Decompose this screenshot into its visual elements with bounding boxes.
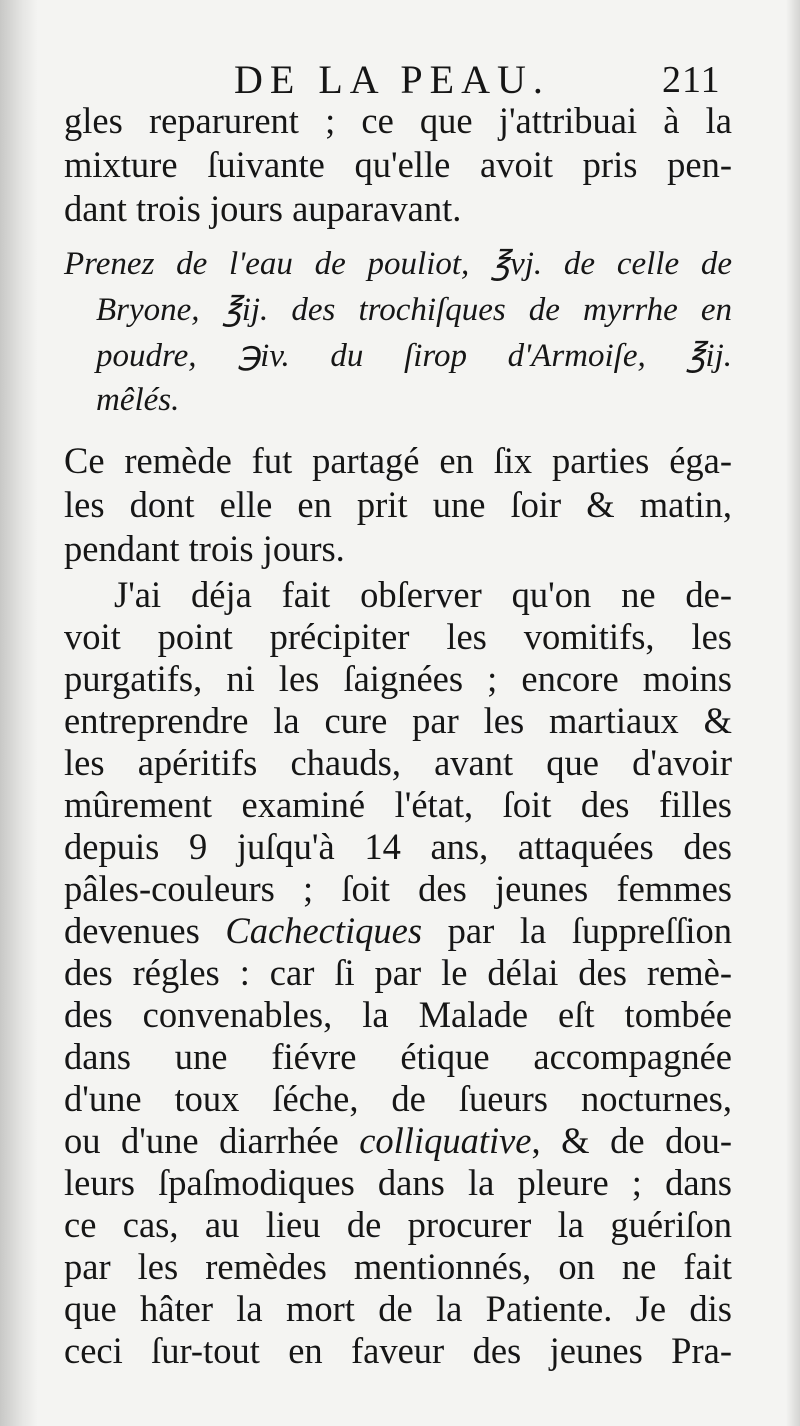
recipe-line: poudre, ℈iv. du ſirop d'Armoiſe, ℥ij.: [96, 338, 732, 374]
text-segment: , & de dou-: [531, 1120, 732, 1161]
text-segment: devenues: [64, 910, 226, 951]
text-segment: par la ſuppreſſion: [422, 910, 732, 951]
text-line: dans une fiévre étique accompagnée: [64, 1036, 732, 1077]
text-line: mixture ſuivante qu'elle avoit pris pen-: [64, 144, 732, 185]
page-number: 211: [662, 59, 721, 101]
text-line: mûrement examiné l'état, ſoit des filles: [64, 784, 732, 825]
text-line: leurs ſpaſmodiques dans la pleure ; dans: [64, 1162, 732, 1203]
text-line: dant trois jours auparavant.: [64, 188, 462, 229]
recipe-line: Bryone, ℥ij. des trochiſques de myrrhe en: [96, 292, 732, 328]
text-line: [64, 1120, 732, 1162]
text-line: des régles : car ſi par le délai des remè-: [64, 952, 732, 993]
text-line: d'une toux ſéche, de ſueurs nocturnes,: [64, 1078, 732, 1119]
text-line: pendant trois jours.: [64, 528, 345, 569]
text-line: par les remèdes mentionnés, on ne fait: [64, 1246, 732, 1287]
text-line: pâles-couleurs ; ſoit des jeunes femmes: [64, 868, 732, 909]
recipe-line: mêlés.: [96, 382, 180, 418]
text-line: les apéritifs chauds, avant que d'avoir: [64, 742, 732, 783]
page-edge-shadow: [786, 0, 800, 1426]
text-line: des convenables, la Malade eſt tombée: [64, 994, 732, 1035]
italic-term: Cachectiques: [225, 910, 423, 951]
recipe-line: Prenez de l'eau de pouliot, ℥vj. de celle de: [64, 246, 732, 282]
text-line: que hâter la mort de la Patiente. Je dis: [64, 1288, 732, 1329]
text-line: ceci ſur-tout en faveur des jeunes Pra-: [64, 1330, 732, 1371]
italic-term: colliquative: [359, 1120, 532, 1161]
page-gutter-shadow: [0, 0, 38, 1426]
text-line: voit point précipiter les vomitifs, les: [64, 616, 732, 657]
text-line: Ce remède fut partagé en ſix parties éga-: [64, 440, 732, 481]
text-line: les dont elle en prit une ſoir & matin,: [64, 484, 732, 525]
text-line: [64, 910, 732, 952]
text-line: J'ai déja fait obſerver qu'on ne de-: [114, 574, 732, 615]
text-line: entreprendre la cure par les martiaux &: [64, 700, 732, 741]
running-head-title: DE LA PEAU.: [234, 57, 550, 102]
text-line: gles reparurent ; ce que j'attribuai à la: [64, 100, 732, 141]
text-line: ce cas, au lieu de procurer la guériſon: [64, 1204, 732, 1245]
text-line: purgatifs, ni les ſaignées ; encore moins: [64, 658, 732, 699]
text-segment: ou d'une diarrhée: [64, 1120, 360, 1161]
text-line: depuis 9 juſqu'à 14 ans, attaquées des: [64, 826, 732, 867]
